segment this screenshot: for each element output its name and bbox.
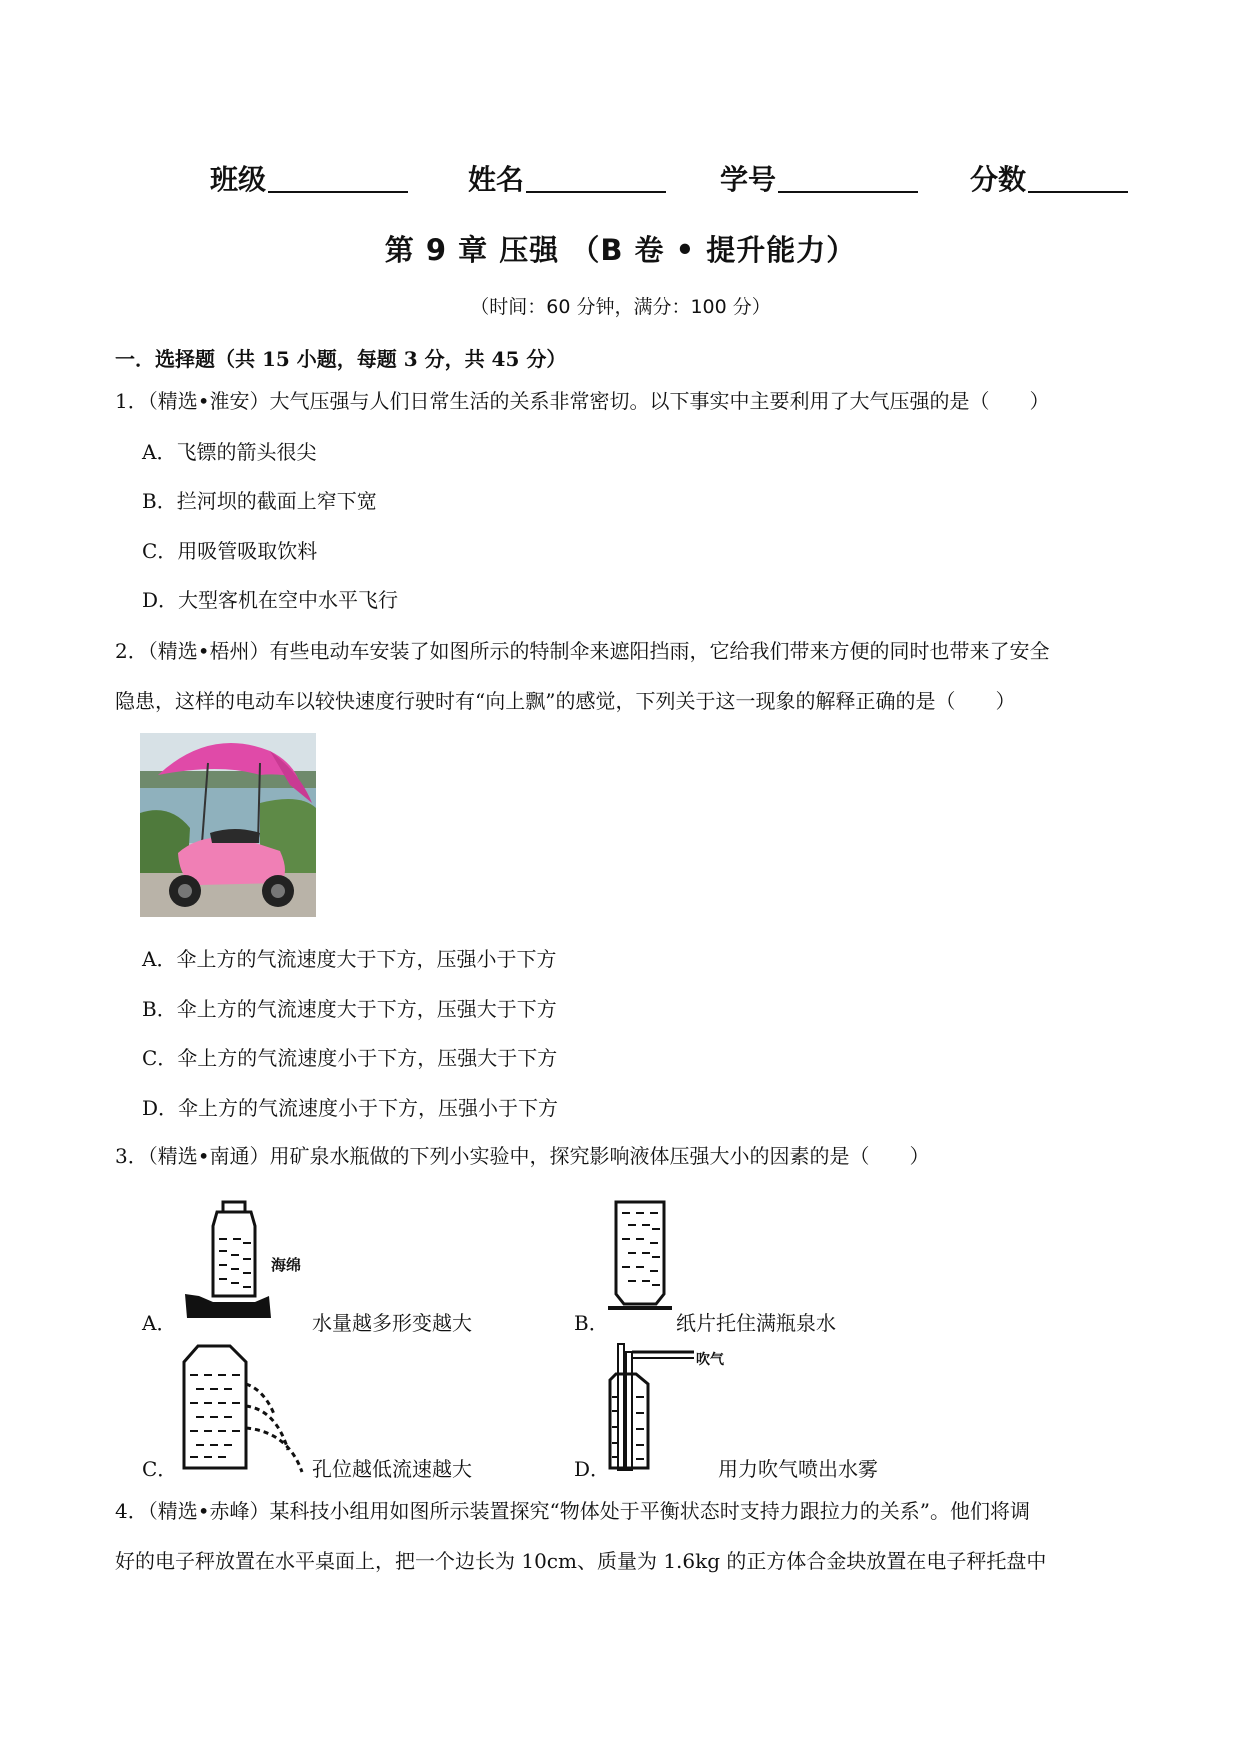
- sponge-label: 海绵: [271, 1256, 302, 1274]
- question-1-option-a[interactable]: A．飞镖的箭头很尖: [142, 440, 317, 464]
- student-info-line: [210, 158, 1140, 208]
- question-3-option-b-caption: 纸片托住满瓶泉水: [676, 1311, 836, 1335]
- question-2-stem-line-1: 2．（精选•梧州）有些电动车安装了如图所示的特制伞来遮阳挡雨，它给我们带来方便的同时也带来了安全: [115, 639, 1050, 663]
- question-3-option-d-letter[interactable]: D．: [574, 1457, 611, 1481]
- question-3-option-a-caption: 水量越多形变越大: [312, 1311, 472, 1335]
- section-title: 一．选择题（共 15 小题，每题 3 分，共 45 分）: [115, 347, 567, 371]
- question-2-option-d[interactable]: D．伞上方的气流速度小于下方，压强小于下方: [142, 1096, 559, 1120]
- student-id-field[interactable]: [720, 158, 918, 198]
- score-blank[interactable]: [1028, 161, 1128, 193]
- question-2-option-b[interactable]: B．伞上方的气流速度大于下方，压强大于下方: [142, 997, 557, 1021]
- question-3-option-c-letter[interactable]: C．: [142, 1457, 178, 1481]
- question-4-stem-line-2: 好的电子秤放置在水平桌面上，把一个边长为 10cm、质量为 1.6kg 的正方体合金块放置在电子秤托盘中: [115, 1549, 1047, 1573]
- question-3-stem: 3．（精选•南通）用矿泉水瓶做的下列小实验中，探究影响液体压强大小的因素的是（ ）: [115, 1144, 930, 1168]
- question-2-option-a[interactable]: A．伞上方的气流速度大于下方，压强小于下方: [142, 947, 557, 971]
- inverted-bottle-paper-figure: [608, 1200, 678, 1324]
- bottle-holes-jets-figure: [180, 1344, 316, 1474]
- name-field[interactable]: [468, 158, 666, 198]
- student-id-blank[interactable]: [778, 161, 918, 193]
- class-blank[interactable]: [268, 161, 408, 193]
- question-2-stem-line-2: 隐患，这样的电动车以较快速度行驶时有“向上飘”的感觉，下列关于这一现象的解释正确的是（ ）: [115, 689, 1016, 713]
- question-1-option-c[interactable]: C．用吸管吸取饮料: [142, 539, 318, 563]
- student-id-label: 学号: [720, 163, 777, 196]
- question-3-option-b-letter[interactable]: B．: [574, 1311, 609, 1335]
- question-2-option-c[interactable]: C．伞上方的气流速度小于下方，压强大于下方: [142, 1046, 558, 1070]
- question-3-option-a-letter[interactable]: A．: [142, 1311, 177, 1335]
- score-field[interactable]: [970, 158, 1128, 198]
- page-title: 第 9 章 压强 （B 卷 • 提升能力）: [384, 233, 857, 267]
- page-subtitle: （时间：60 分钟，满分：100 分）: [470, 296, 771, 318]
- question-1-option-d[interactable]: D．大型客机在空中水平飞行: [142, 588, 399, 612]
- question-3-option-d-caption: 用力吹气喷出水雾: [718, 1457, 878, 1481]
- bottle-on-sponge-figure: [185, 1198, 315, 1322]
- class-field[interactable]: [210, 158, 408, 198]
- blow-air-label: 吹气: [696, 1352, 724, 1368]
- class-label: 班级: [210, 163, 267, 196]
- question-1-stem: 1．（精选•淮安）大气压强与人们日常生活的关系非常密切。以下事实中主要利用了大气压强的是（ ）: [115, 389, 1050, 413]
- question-1-option-b[interactable]: B．拦河坝的截面上窄下宽: [142, 489, 377, 513]
- name-label: 姓名: [468, 163, 525, 196]
- question-4-stem-line-1: 4．（精选•赤峰）某科技小组用如图所示装置探究“物体处于平衡状态时支持力跟拉力的关系”。他们将调: [115, 1499, 1030, 1523]
- bottle-blowing-straw-figure: [606, 1340, 726, 1474]
- scooter-umbrella-photo: [140, 733, 316, 917]
- question-3-option-c-caption: 孔位越低流速越大: [312, 1457, 472, 1481]
- name-blank[interactable]: [526, 161, 666, 193]
- score-label: 分数: [970, 163, 1027, 196]
